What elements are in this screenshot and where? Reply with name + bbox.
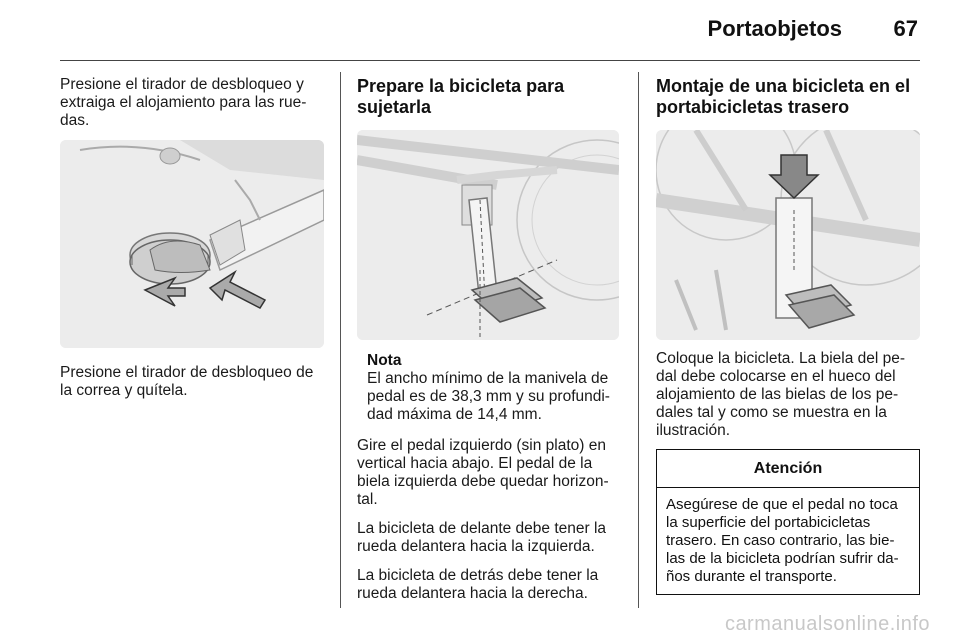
note-block xyxy=(357,352,619,603)
warning-title: Atención xyxy=(657,450,919,488)
col1-paragraph-1: Presione el tirador de desbloqueo y extraiga el alojamiento para las rue-das. xyxy=(60,76,307,129)
watermark: carmanualsonline.info xyxy=(724,613,930,635)
note-text: El ancho mínimo de la manivela de pedal es de 38,3 mm y su profundi-dad máxima de 14,4 mm. xyxy=(367,370,610,423)
wheel-holder-illustration xyxy=(60,140,324,348)
section-heading-mounting: Montaje de una bicicleta en el portabicicletas trasero xyxy=(656,76,911,117)
col2-paragraph-1: Gire el pedal izquierdo (sin plato) en vertical hacia abajo. El pedal de la biela izquierda debe quedar horizon-tal. xyxy=(357,437,609,508)
column-divider-1 xyxy=(340,72,341,608)
warning-box xyxy=(656,449,920,595)
section-heading-prepare: Prepare la bicicleta para sujetarla xyxy=(357,76,565,117)
column-3 xyxy=(656,76,920,118)
page-title: Portaobjetos xyxy=(707,16,842,41)
figure-wheel-holder-removal xyxy=(60,140,324,348)
column-1 xyxy=(60,76,324,130)
column-2 xyxy=(357,76,619,118)
pedal-illustration xyxy=(357,130,619,340)
figure-pedal-position xyxy=(357,130,619,340)
col2-paragraph-3: La bicicleta de detrás debe tener la rueda delantera hacia la derecha. xyxy=(357,567,599,602)
col3-paragraph-1: Coloque la bicicleta. La biela del pe-dal debe colocarse en el hueco del alojamiento de las bielas de los pe-dales tal y como se muestra en la ilustración. xyxy=(656,350,906,439)
col1-paragraph-2: Presione el tirador de desbloqueo de la correa y quítela. xyxy=(60,364,314,399)
col2-paragraph-2: La bicicleta de delante debe tener la rueda delantera hacia la izquierda. xyxy=(357,520,607,555)
bike-mounting-illustration xyxy=(656,130,920,340)
note-title: Nota xyxy=(367,352,402,369)
header-divider xyxy=(60,60,920,61)
figure-bike-mounting xyxy=(656,130,920,340)
column-1-lower xyxy=(60,364,324,400)
page-number: 67 xyxy=(893,16,918,41)
column-3-lower xyxy=(656,350,920,440)
warning-text: Asegúrese de que el pedal no toca la superficie del portabicicletas trasero. En caso contrario, las bie-las de la bicicleta podrían sufrir da-ños durante el transporte. xyxy=(666,496,899,585)
column-divider-2 xyxy=(638,72,639,608)
